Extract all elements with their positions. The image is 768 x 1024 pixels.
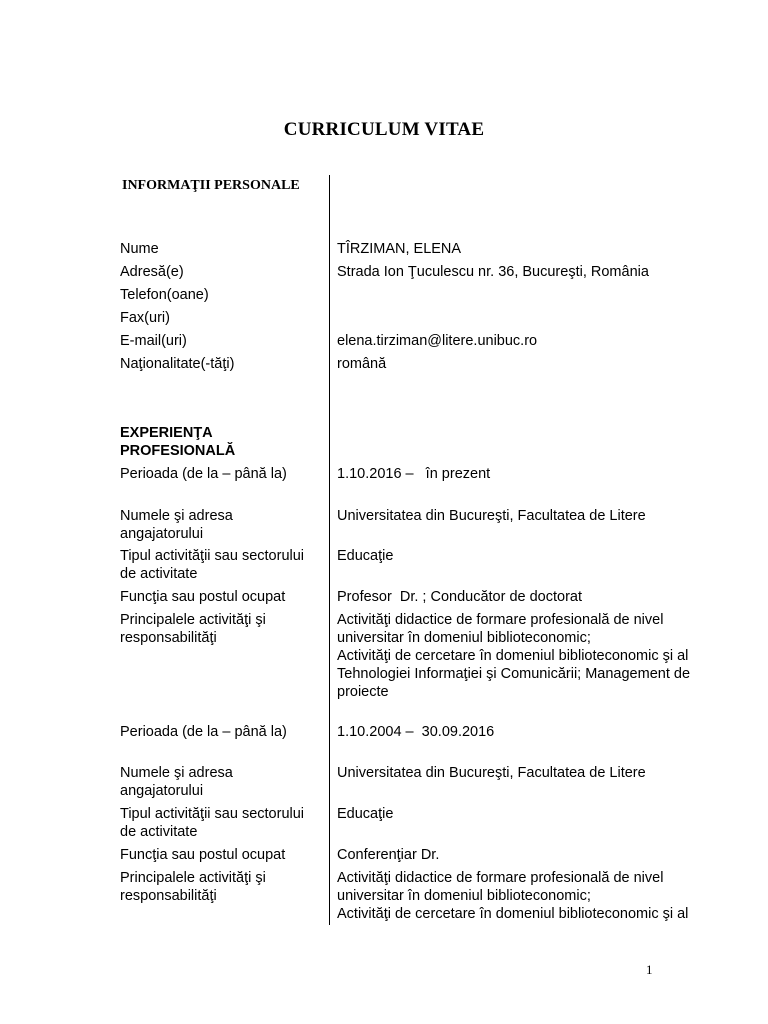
job2-sector-label-line2: de activitate (120, 824, 198, 840)
job2-employer-label-line1: Numele şi adresa (120, 765, 233, 781)
job1-employer-label-line2: angajatorului (120, 526, 204, 542)
job2-period-value: 1.10.2004 – 30.09.2016 (337, 724, 495, 740)
job1-activities-line: Activităţi de cercetare în domeniul biblioteconomic şi al (337, 648, 689, 664)
job1-period-value: 1.10.2016 – în prezent (337, 466, 491, 482)
job1-position-value: Profesor Dr. ; Conducător de doctorat (337, 589, 583, 605)
job2-period-label: Perioada (de la – până la) (120, 724, 287, 740)
phone-label: Telefon(oane) (120, 287, 209, 303)
job1-activities-line: universitar în domeniul biblioteconomic; (337, 630, 591, 646)
job2-sector-label-line1: Tipul activităţii sau sectorului (120, 806, 305, 822)
address-value: Strada Ion Ţuculescu nr. 36, Bucureşti, România (337, 264, 649, 280)
job1-activities-line: Tehnologiei Informaţiei şi Comunicării; Management de (337, 666, 691, 682)
page-number: 1 (646, 962, 653, 977)
page-title: CURRICULUM VITAE (283, 119, 485, 140)
job2-position-value: Conferenţiar Dr. (337, 847, 440, 863)
job2-activities-line: Activităţi de cercetare în domeniul biblioteconomic şi al (337, 906, 689, 922)
job1-period-label: Perioada (de la – până la) (120, 466, 287, 482)
job2-sector-value: Educaţie (337, 806, 394, 822)
job1-position-label: Funcţia sau postul ocupat (120, 589, 286, 605)
personal-info-heading: INFORMAŢII PERSONALE (122, 178, 300, 193)
job1-sector-label-line1: Tipul activităţii sau sectorului (120, 548, 305, 564)
experience-heading-line2: PROFESIONALĂ (120, 443, 236, 459)
job1-activities-label-line2: responsabilităţi (120, 630, 217, 646)
email-label: E-mail(uri) (120, 333, 187, 349)
nationality-label: Naţionalitate(-tăţi) (120, 356, 235, 372)
job2-sector-label (120, 805, 320, 841)
job1-activities-line: proiecte (337, 684, 389, 700)
job2-activities-line: Activităţi didactice de formare profesională de nivel (337, 870, 664, 886)
job2-employer-label (120, 764, 320, 800)
experience-heading-line1: EXPERIENŢA (120, 425, 213, 441)
job2-activities-line: universitar în domeniul biblioteconomic; (337, 888, 591, 904)
job2-activities-label-line1: Principalele activităţi şi (120, 870, 266, 886)
job1-sector-label-line2: de activitate (120, 566, 198, 582)
job1-activities-value (337, 611, 732, 701)
job2-activities-label-line2: responsabilităţi (120, 888, 217, 904)
job1-employer-value: Universitatea din Bucureşti, Facultatea de Litere (337, 508, 646, 524)
job2-activities-label (120, 869, 320, 905)
job1-sector-value: Educaţie (337, 548, 394, 564)
job1-sector-label (120, 547, 320, 583)
name-label: Nume (120, 241, 159, 257)
job2-position-label: Funcţia sau postul ocupat (120, 847, 286, 863)
column-divider (329, 175, 330, 925)
address-label: Adresă(e) (120, 264, 184, 280)
job1-activities-line: Activităţi didactice de formare profesională de nivel (337, 612, 664, 628)
experience-heading (120, 424, 320, 460)
name-value: TÎRZIMAN, ELENA (337, 241, 462, 257)
job2-employer-value: Universitatea din Bucureşti, Facultatea de Litere (337, 765, 646, 781)
job2-activities-value (337, 869, 732, 923)
job1-activities-label-line1: Principalele activităţi şi (120, 612, 266, 628)
job1-activities-label (120, 611, 320, 647)
fax-label: Fax(uri) (120, 310, 170, 326)
job2-employer-label-line2: angajatorului (120, 783, 204, 799)
job1-employer-label (120, 507, 320, 543)
nationality-value: română (337, 356, 387, 372)
job1-employer-label-line1: Numele şi adresa (120, 508, 233, 524)
email-value[interactable]: elena.tirziman@litere.unibuc.ro (337, 333, 538, 349)
